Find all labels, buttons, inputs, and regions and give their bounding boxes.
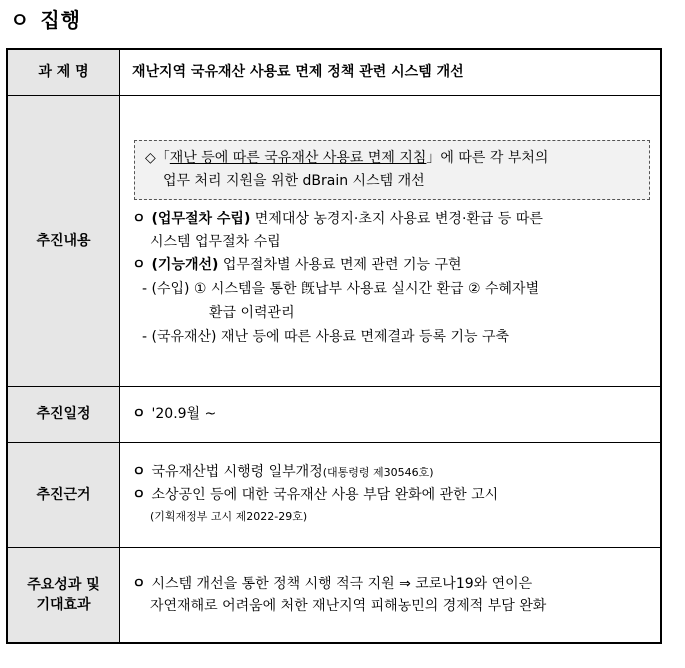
notice-box	[134, 140, 650, 200]
notice-line2: 업무 처리 지원을 위한 dBrain 시스템 개선	[163, 173, 425, 189]
basis-item-2: ㅇ 소상공인 등에 대한 국유재산 사용 부담 완화에 관한 고시	[132, 487, 499, 503]
label-effects: 주요성과 및 기대효과	[7, 547, 120, 643]
label-schedule: 추진일정	[7, 386, 120, 442]
notice-line1: ◇「재난 등에 따른 국유재산 사용료 면제 지침」에 따른 각 부처의	[145, 150, 549, 166]
sub-item-property: - (국유재산) 재난 등에 따른 사용료 면제결과 등록 기능 구축	[142, 329, 510, 345]
guideline-title: 재난 등에 따른 국유재산 사용료 면제 지침	[169, 150, 427, 166]
bullet-marker: ㅇ	[132, 406, 146, 422]
schedule-cell	[120, 386, 662, 442]
sub-item-revenue: - (수입) ① 시스템을 통한 旣납부 사용료 실시간 환급 ② 수혜자별 환급 이력관리	[142, 281, 540, 321]
row-schedule	[7, 386, 661, 442]
effects-cell: ㅇ 시스템 개선을 통한 정책 시행 적극 지원 ⇒ 코로나19와 연이은 자연재해로 어려움에 처한 재난지역 피해농민의 경제적 부담 완화	[120, 547, 662, 643]
task-table	[6, 48, 662, 644]
basis-item-1: ㅇ 국유재산법 시행령 일부개정(대통령령 제30546호)	[132, 464, 434, 480]
label-basis: 추진근거	[7, 442, 120, 547]
point-function: ㅇ (기능개선) 업무절차별 사용료 면제 관련 기능 구현	[132, 257, 462, 273]
heading-marker: ㅇ	[10, 8, 31, 32]
label-content: 추진내용	[7, 95, 120, 386]
row-effects	[7, 547, 661, 643]
content-cell	[120, 95, 662, 386]
heading-text: 집행	[40, 8, 81, 32]
row-content	[7, 95, 661, 386]
basis-item-2-note: (기획재정부 고시 제2022-29호)	[150, 510, 308, 523]
point-procedure: ㅇ (업무절차 수립) 면제대상 농경지·초지 사용료 변경·환급 등 따른 시스템 업무절차 수립	[132, 211, 543, 250]
bullet-marker: ㅇ	[132, 257, 146, 273]
diamond-icon: ◇	[145, 150, 156, 166]
point-function-heading: (기능개선)	[151, 257, 219, 273]
bullet-marker: ㅇ	[132, 575, 146, 592]
schedule-value: '20.9월 ~	[151, 406, 217, 422]
section-heading	[10, 4, 81, 33]
task-title: 재난지역 국유재산 사용료 면제 정책 관련 시스템 개선	[120, 49, 662, 95]
row-basis	[7, 442, 661, 547]
point-procedure-heading: (업무절차 수립)	[151, 211, 251, 227]
label-title: 과 제 명	[7, 49, 120, 95]
basis-cell	[120, 442, 662, 547]
row-title	[7, 49, 661, 95]
bullet-marker: ㅇ	[132, 211, 146, 227]
